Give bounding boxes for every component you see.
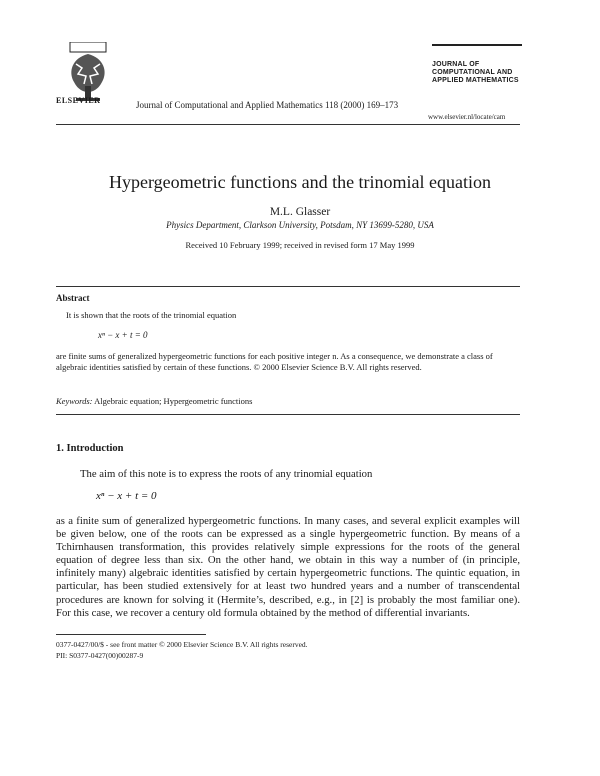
received-dates: Received 10 February 1999; received in revised form 17 May 1999 [185,240,415,250]
section-paragraph: as a finite sum of generalized hypergeometric functions. In many cases, and several explicit examples will be given below, one of the roots can be expressed as a single hypergeometric function. By means of a Tchirnhausen transformation, this provides relatively simple expressions for the roots of the general equation of degree less than six. On the other hand, we obtain in this way a number of (in principle, infinitely many) algebraic identities satisfied by certain hypergeometric functions. The quintic equation, in particular, has been studied extensively for at least two hundred years and a number of transcendental procedures are known for solving it (Hermite’s, described, e.g., in [2] is probably the most familiar one). For this case, we recover a century old formula obtained by the method of differential invariants. [56,515,520,619]
copyright-line: 0377-0427/00/$ - see front matter © 2000 Elsevier Science B.V. All rights reserved. [56,640,308,649]
journal-name-line: COMPUTATIONAL AND [432,69,513,76]
author-name: M.L. Glasser [269,206,331,218]
abstract-body: are finite sums of generalized hypergeometric functions for each positive integer n. As a consequence, we demonstrate a class of algebraic identities satisfied by certain of these functions. © 2000 Elsevier Science B.V. All rights reserved. [56,351,493,372]
section-heading: 1. Introduction [56,443,124,454]
abstract-heading: Abstract [56,293,90,303]
abstract-equation: xⁿ − x + t = 0 [98,330,148,340]
keywords [56,396,252,406]
journal-citation: Journal of Computational and Applied Mathematics 118 (2000) 169–173 [136,100,399,110]
article-title: Hypergeometric functions and the trinomial equation [108,172,492,192]
section-intro: The aim of this note is to express the roots of any trinomial equation [80,468,373,480]
journal-name-line: APPLIED MATHEMATICS [432,77,519,84]
abstract-top-rule [56,286,520,287]
keywords-list: Algebraic equation; Hypergeometric functions [94,396,253,406]
section-equation: xⁿ − x + t = 0 [96,490,157,502]
abstract-intro: It is shown that the roots of the trinomial equation [66,310,237,320]
publisher-name: ELSEVIER [56,96,101,105]
pii-line: PII: S0377-0427(00)00287-9 [56,651,144,660]
journal-website-link[interactable]: www.elsevier.nl/locate/cam [428,113,506,121]
author-affiliation: Physics Department, Clarkson University, Potsdam, NY 13699-5280, USA [166,220,434,230]
keywords-label: Keywords: [56,396,93,406]
journal-name-line: JOURNAL OF [432,61,480,68]
abstract-bottom-rule [56,414,520,415]
header-rule [432,44,522,46]
footer-rule [56,634,206,635]
header-divider [56,124,520,125]
journal-name [432,61,519,85]
